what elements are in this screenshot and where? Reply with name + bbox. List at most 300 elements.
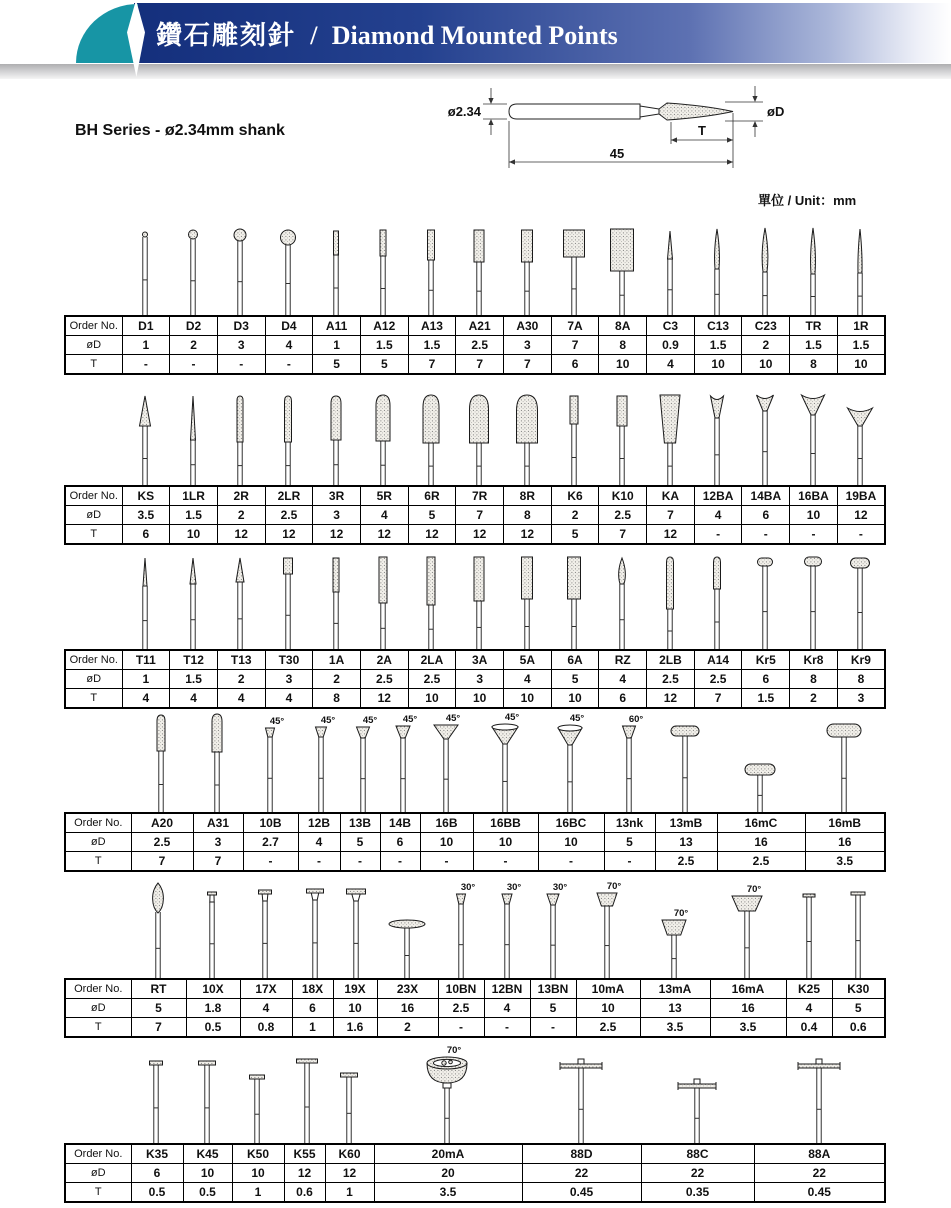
diameter-label: øD	[65, 336, 122, 355]
diameter-value-cell: 22	[641, 1164, 754, 1183]
intro-zone	[0, 80, 951, 225]
spec-table	[64, 649, 886, 709]
order-no-cell: KS	[122, 486, 170, 506]
diameter-row	[65, 336, 885, 355]
length-row	[65, 852, 885, 872]
order-no-cell: 17X	[240, 979, 292, 999]
spec-table	[64, 485, 886, 545]
diameter-value-cell: 4	[360, 506, 408, 525]
order-no-cell: 2A	[360, 650, 408, 670]
length-value-cell: -	[530, 1018, 576, 1038]
order-no-cell: A14	[694, 650, 742, 670]
order-no-cell: RZ	[599, 650, 647, 670]
order-no-cell: K6	[551, 486, 599, 506]
diameter-value-cell: 4	[694, 506, 742, 525]
length-value-cell: 2	[790, 689, 838, 709]
point-shape-16mB-icon	[820, 712, 868, 812]
diameter-value-cell: 2.5	[408, 670, 456, 689]
point-length-label: T	[698, 123, 706, 138]
order-no-cell: 5A	[504, 650, 552, 670]
length-value-cell: -	[742, 525, 790, 545]
diameter-label: øD	[65, 833, 131, 852]
tip-angle-label: 45°	[402, 714, 418, 725]
point-shape-88A-icon	[795, 1045, 843, 1143]
point-shape-C13-icon	[693, 225, 741, 315]
diameter-value-cell: 2	[742, 336, 790, 355]
order-no-cell: 6R	[408, 486, 456, 506]
point-shape-C3-icon	[646, 225, 694, 315]
spec-table	[64, 978, 886, 1038]
order-no-cell: 12BN	[484, 979, 530, 999]
length-row	[65, 355, 885, 375]
diameter-row	[65, 506, 885, 525]
point-shape-12BA-icon	[693, 392, 741, 485]
length-value-cell: -	[265, 355, 313, 375]
diameter-value-cell: 1.5	[360, 336, 408, 355]
diameter-value-cell: 5	[604, 833, 655, 852]
diameter-value-cell: 2.5	[647, 670, 695, 689]
point-shape-K45-icon	[183, 1045, 231, 1143]
length-value-cell: 10	[599, 355, 647, 375]
order-row	[65, 486, 885, 506]
length-value-cell: -	[694, 525, 742, 545]
diameter-value-cell: 3	[456, 670, 504, 689]
point-shape-14BA-icon	[741, 392, 789, 485]
order-no-cell: 10mA	[576, 979, 640, 999]
diameter-value-cell: 13	[640, 999, 710, 1018]
diameter-value-cell: 1.8	[186, 999, 240, 1018]
order-no-cell: 12BA	[694, 486, 742, 506]
order-no-cell: 16BB	[473, 813, 538, 833]
order-row	[65, 979, 885, 999]
series-section-1	[64, 225, 884, 375]
length-value-cell: 7	[694, 689, 742, 709]
tip-angle-label: 70°	[746, 884, 762, 895]
diameter-value-cell: 2.5	[694, 670, 742, 689]
length-value-cell: 3.5	[374, 1183, 522, 1203]
tip-angle-label: 45°	[569, 713, 585, 724]
series-section-4	[64, 712, 884, 872]
length-value-cell: 7	[504, 355, 552, 375]
order-no-cell: D1	[122, 316, 170, 336]
point-shape-8R-icon	[503, 392, 551, 485]
diameter-value-cell: 1.5	[408, 336, 456, 355]
order-no-cell: K30	[832, 979, 885, 999]
length-value-cell: 4	[647, 355, 695, 375]
length-value-cell: 12	[647, 689, 695, 709]
point-shape-19X-icon	[332, 880, 380, 978]
order-no-cell: 1R	[837, 316, 885, 336]
order-no-cell: 19X	[333, 979, 377, 999]
point-shape-3R-icon	[312, 392, 360, 485]
order-no-cell: A30	[504, 316, 552, 336]
shapes-row	[64, 712, 884, 812]
diameter-row	[65, 670, 885, 689]
length-value-cell: -	[473, 852, 538, 872]
length-value-cell: 0.4	[786, 1018, 832, 1038]
point-shape-T12-icon	[169, 554, 217, 649]
order-no-cell: T13	[217, 650, 265, 670]
order-no-cell: K50	[232, 1144, 284, 1164]
diameter-value-cell: 2.7	[243, 833, 298, 852]
point-shape-A11-icon	[312, 225, 360, 315]
diameter-value-cell: 2	[217, 506, 265, 525]
length-value-cell: 12	[265, 525, 313, 545]
point-shape-16BB-icon	[481, 712, 529, 812]
length-value-cell: 5	[313, 355, 361, 375]
order-no-cell: 13mA	[640, 979, 710, 999]
order-no-cell: 88A	[754, 1144, 885, 1164]
diameter-value-cell: 10	[333, 999, 377, 1018]
point-shape-10X-icon	[188, 880, 236, 978]
diameter-value-cell: 5	[832, 999, 885, 1018]
diameter-value-cell: 4	[504, 670, 552, 689]
point-shape-K60-icon	[325, 1045, 373, 1143]
length-value-cell: 12	[360, 689, 408, 709]
order-no-cell: K60	[325, 1144, 374, 1164]
point-shape-D4-icon	[264, 225, 312, 315]
diameter-value-cell: 12	[837, 506, 885, 525]
length-value-cell: -	[420, 852, 473, 872]
order-no-cell: 13nk	[604, 813, 655, 833]
point-shape-D2-icon	[169, 225, 217, 315]
order-no-cell: 13BN	[530, 979, 576, 999]
shank-dimension-diagram	[425, 82, 885, 177]
diameter-value-cell: 2	[313, 670, 361, 689]
order-no-cell: 16mC	[717, 813, 805, 833]
diameter-value-cell: 4	[298, 833, 340, 852]
order-no-cell: Kr8	[790, 650, 838, 670]
point-shape-1LR-icon	[169, 392, 217, 485]
page-title-english: Diamond Mounted Points	[331, 20, 618, 50]
length-value-cell: 0.5	[131, 1183, 183, 1203]
order-no-cell: C3	[647, 316, 695, 336]
length-value-cell: -	[298, 852, 340, 872]
diameter-row	[65, 833, 885, 852]
point-shape-KA-icon	[646, 392, 694, 485]
length-value-cell: 0.6	[284, 1183, 325, 1203]
point-shape-19BA-icon	[836, 392, 884, 485]
diameter-value-cell: 1	[313, 336, 361, 355]
point-shape-10BN-icon	[437, 880, 485, 978]
diameter-value-cell: 16	[710, 999, 786, 1018]
tip-angle-label: 45°	[445, 713, 460, 724]
point-shape-16B-icon	[422, 712, 470, 812]
length-value-cell: 10	[504, 689, 552, 709]
length-value-cell: 8	[790, 355, 838, 375]
order-no-cell: 6A	[551, 650, 599, 670]
diameter-row	[65, 999, 885, 1018]
order-no-cell: 14BA	[742, 486, 790, 506]
length-value-cell: 0.5	[186, 1018, 240, 1038]
diameter-value-cell: 3.5	[122, 506, 170, 525]
length-value-cell: 0.8	[240, 1018, 292, 1038]
length-value-cell: 4	[122, 689, 170, 709]
point-shape-KS-icon	[121, 392, 169, 485]
spec-table	[64, 812, 886, 872]
shapes-row	[64, 880, 884, 978]
order-row	[65, 650, 885, 670]
diameter-label: øD	[65, 670, 122, 689]
point-shape-17X-icon	[241, 880, 289, 978]
shapes-row	[64, 392, 884, 485]
point-shape-12B-icon	[297, 712, 345, 812]
length-value-cell: 4	[265, 689, 313, 709]
length-value-cell: -	[837, 525, 885, 545]
point-shape-6A-icon	[550, 554, 598, 649]
diameter-value-cell: 22	[522, 1164, 641, 1183]
diameter-value-cell: 1.5	[790, 336, 838, 355]
diameter-value-cell: 6	[131, 1164, 183, 1183]
order-no-cell: Kr9	[837, 650, 885, 670]
order-no-cell: A13	[408, 316, 456, 336]
length-value-cell: 12	[504, 525, 552, 545]
length-value-cell: -	[538, 852, 604, 872]
diameter-value-cell: 2.5	[265, 506, 313, 525]
length-label: T	[65, 355, 122, 375]
length-value-cell: 7	[131, 1018, 186, 1038]
page-header	[0, 0, 951, 80]
order-no-cell: 1A	[313, 650, 361, 670]
diameter-value-cell: 22	[754, 1164, 885, 1183]
length-value-cell: 1	[232, 1183, 284, 1203]
order-no-cell: A21	[456, 316, 504, 336]
order-no-cell: 19BA	[837, 486, 885, 506]
length-value-cell: 12	[360, 525, 408, 545]
shank-diameter-label: ø2.34	[447, 104, 481, 119]
tip-angle-label: 45°	[362, 715, 378, 726]
length-value-cell: 6	[122, 525, 170, 545]
series-title: BH Series - ø2.34mm shank	[75, 122, 285, 139]
diameter-value-cell: 10	[790, 506, 838, 525]
order-no-cell: T30	[265, 650, 313, 670]
diameter-value-cell: 1.5	[170, 506, 218, 525]
order-no-cell: C13	[694, 316, 742, 336]
order-no-cell: 7R	[456, 486, 504, 506]
length-value-cell: 1	[325, 1183, 374, 1203]
length-value-cell: 10	[408, 689, 456, 709]
point-shape-Kr9-icon	[836, 554, 884, 649]
diameter-value-cell: 2	[170, 336, 218, 355]
point-diameter-label: øD	[767, 104, 785, 119]
length-value-cell: 2.5	[655, 852, 717, 872]
length-value-cell: -	[438, 1018, 484, 1038]
diameter-value-cell: 16	[805, 833, 885, 852]
order-no-cell: 16BC	[538, 813, 604, 833]
point-shape-K50-icon	[233, 1045, 281, 1143]
length-value-cell: 0.45	[754, 1183, 885, 1203]
tip-angle-label: 30°	[460, 882, 476, 893]
diameter-value-cell: 1.5	[170, 670, 218, 689]
length-value-cell: -	[243, 852, 298, 872]
length-value-cell: 12	[313, 525, 361, 545]
diameter-row	[65, 1164, 885, 1183]
diameter-value-cell: 3	[193, 833, 243, 852]
length-value-cell: 10	[694, 355, 742, 375]
point-shape-Kr8-icon	[789, 554, 837, 649]
length-value-cell: 2.5	[576, 1018, 640, 1038]
diameter-value-cell: 10	[232, 1164, 284, 1183]
point-shape-D1-icon	[121, 225, 169, 315]
length-value-cell: -	[170, 355, 218, 375]
length-value-cell: 12	[456, 525, 504, 545]
order-no-cell: 2LB	[647, 650, 695, 670]
order-no-cell: 5R	[360, 486, 408, 506]
point-shape-12BN-icon	[483, 880, 531, 978]
length-value-cell: 12	[217, 525, 265, 545]
point-shape-T11-icon	[121, 554, 169, 649]
order-no-cell: K55	[284, 1144, 325, 1164]
length-value-cell: 10	[837, 355, 885, 375]
length-row	[65, 1183, 885, 1203]
diameter-label: øD	[65, 1164, 131, 1183]
order-no-cell: A20	[131, 813, 193, 833]
diameter-value-cell: 20	[374, 1164, 522, 1183]
point-shape-K25-icon	[785, 880, 833, 978]
order-no-cell: T12	[170, 650, 218, 670]
order-no-label: Order No.	[65, 316, 122, 336]
diameter-value-cell: 3	[217, 336, 265, 355]
length-value-cell: 3.5	[640, 1018, 710, 1038]
length-value-cell: 0.35	[641, 1183, 754, 1203]
order-no-cell: 18X	[292, 979, 333, 999]
length-value-cell: 0.45	[522, 1183, 641, 1203]
spec-table	[64, 1143, 886, 1203]
diameter-value-cell: 16	[377, 999, 438, 1018]
order-row	[65, 1144, 885, 1164]
length-value-cell: -	[790, 525, 838, 545]
order-no-cell: K35	[131, 1144, 183, 1164]
point-shape-A21-icon	[455, 225, 503, 315]
length-value-cell: 2.5	[717, 852, 805, 872]
product-sections	[64, 225, 886, 1203]
diameter-value-cell: 0.9	[647, 336, 695, 355]
length-value-cell: 6	[551, 355, 599, 375]
order-no-cell: 10B	[243, 813, 298, 833]
length-value-cell: 3.5	[710, 1018, 786, 1038]
order-no-label: Order No.	[65, 1144, 131, 1164]
length-value-cell: 3.5	[805, 852, 885, 872]
tip-angle-label: 45°	[320, 715, 336, 726]
length-value-cell: 12	[408, 525, 456, 545]
length-value-cell: 6	[599, 689, 647, 709]
diameter-value-cell: 3	[265, 670, 313, 689]
diameter-value-cell: 7	[551, 336, 599, 355]
series-section-6	[64, 1045, 884, 1203]
diameter-value-cell: 4	[484, 999, 530, 1018]
point-shape-13BN-icon	[529, 880, 577, 978]
length-value-cell: 12	[647, 525, 695, 545]
point-shape-2LA-icon	[407, 554, 455, 649]
order-row	[65, 316, 885, 336]
order-no-cell: A12	[360, 316, 408, 336]
order-no-cell: 3R	[313, 486, 361, 506]
tip-angle-label: 70°	[673, 908, 689, 919]
order-no-cell: KA	[647, 486, 695, 506]
series-section-3	[64, 554, 884, 709]
order-no-cell: 20mA	[374, 1144, 522, 1164]
order-no-cell: D2	[170, 316, 218, 336]
diameter-value-cell: 1.5	[837, 336, 885, 355]
shapes-row	[64, 225, 884, 315]
diameter-value-cell: 8	[837, 670, 885, 689]
point-shape-88C-icon	[673, 1045, 721, 1143]
diameter-value-cell: 10	[538, 833, 604, 852]
length-value-cell: 5	[360, 355, 408, 375]
page-title-chinese: 鑽石雕刻針	[156, 19, 297, 50]
length-value-cell: -	[122, 355, 170, 375]
diameter-value-cell: 3	[313, 506, 361, 525]
length-value-cell: 1.6	[333, 1018, 377, 1038]
diameter-value-cell: 1	[122, 670, 170, 689]
diameter-value-cell: 7	[647, 506, 695, 525]
order-no-cell: T11	[122, 650, 170, 670]
order-no-cell: 12B	[298, 813, 340, 833]
point-shape-K30-icon	[834, 880, 882, 978]
diameter-value-cell: 2.5	[360, 670, 408, 689]
diameter-value-cell: 4	[786, 999, 832, 1018]
length-value-cell: 3	[837, 689, 885, 709]
page-title	[156, 15, 618, 52]
series-section-5	[64, 880, 884, 1038]
diameter-value-cell: 5	[551, 670, 599, 689]
order-no-cell: 23X	[377, 979, 438, 999]
length-value-cell: 10	[742, 355, 790, 375]
order-no-label: Order No.	[65, 979, 131, 999]
diameter-value-cell: 8	[790, 670, 838, 689]
length-value-cell: 7	[131, 852, 193, 872]
order-no-cell: 16mB	[805, 813, 885, 833]
diameter-value-cell: 2.5	[131, 833, 193, 852]
point-shape-A31-icon	[193, 712, 241, 812]
diameter-value-cell: 1	[122, 336, 170, 355]
length-value-cell: 7	[599, 525, 647, 545]
point-shape-10B-icon	[246, 712, 294, 812]
point-shape-1R-icon	[836, 225, 884, 315]
order-no-cell: D4	[265, 316, 313, 336]
order-no-cell: 13B	[340, 813, 380, 833]
title-divider: /	[310, 20, 318, 50]
point-shape-13mA-icon	[650, 880, 698, 978]
diameter-value-cell: 8	[599, 336, 647, 355]
diameter-value-cell: 5	[131, 999, 186, 1018]
point-shape-5A-icon	[503, 554, 551, 649]
order-no-cell: K25	[786, 979, 832, 999]
order-row	[65, 813, 885, 833]
point-shape-13mB-icon	[661, 712, 709, 812]
diameter-value-cell: 2.5	[599, 506, 647, 525]
order-no-cell: 14B	[380, 813, 420, 833]
order-no-cell: 88C	[641, 1144, 754, 1164]
point-shape-T30-icon	[264, 554, 312, 649]
tip-angle-label: 30°	[506, 882, 522, 893]
length-value-cell: 1.5	[742, 689, 790, 709]
point-shape-2LR-icon	[264, 392, 312, 485]
diameter-value-cell: 1.5	[694, 336, 742, 355]
diameter-value-cell: 4	[240, 999, 292, 1018]
diameter-value-cell: 6	[292, 999, 333, 1018]
point-shape-C23-icon	[741, 225, 789, 315]
order-no-cell: 16BA	[790, 486, 838, 506]
tip-angle-label: 45°	[504, 712, 519, 723]
diameter-value-cell: 5	[530, 999, 576, 1018]
tip-angle-label: 30°	[552, 882, 568, 893]
point-shape-2R-icon	[216, 392, 264, 485]
diameter-value-cell: 6	[742, 670, 790, 689]
diameter-value-cell: 12	[284, 1164, 325, 1183]
diameter-value-cell: 4	[599, 670, 647, 689]
point-shape-T13-icon	[216, 554, 264, 649]
